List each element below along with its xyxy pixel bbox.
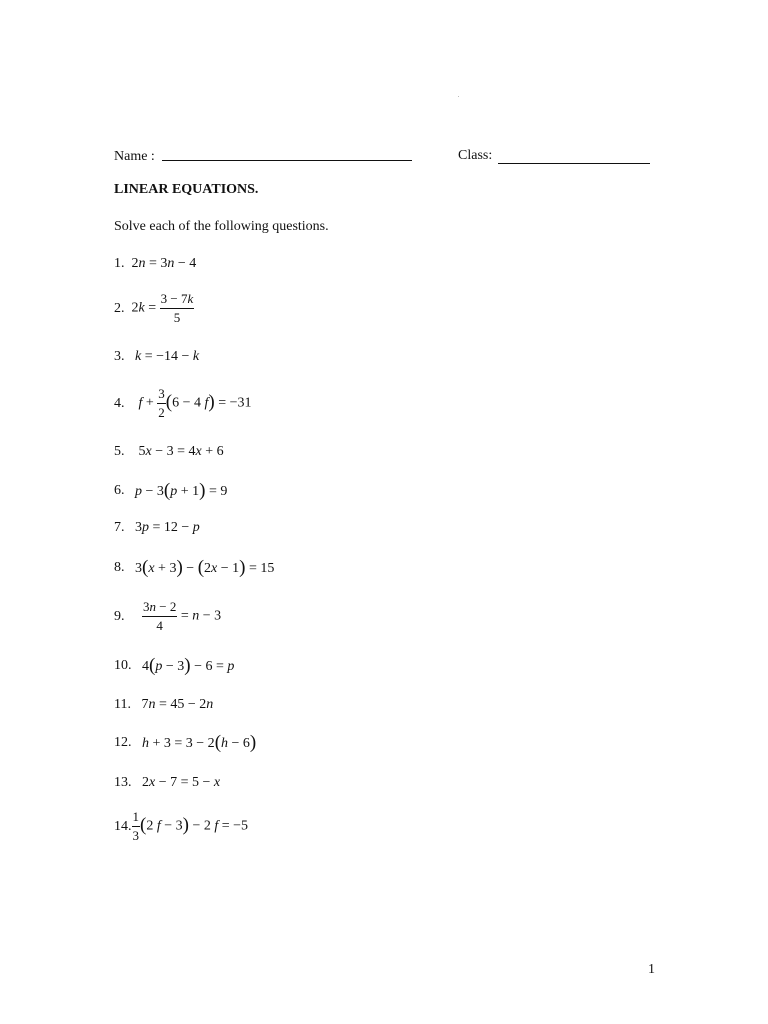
fraction: $\frac{1}{3}$ xyxy=(132,809,139,843)
question-11 xyxy=(114,697,213,713)
question-3 xyxy=(114,349,199,365)
equation: 2x − 7 = 5 − x xyxy=(135,775,221,790)
page-number: 1 xyxy=(648,962,655,977)
class-field[interactable] xyxy=(498,151,650,164)
question-7 xyxy=(114,520,200,536)
equation: $\frac{3n - 2}{4}$ = n − 3 xyxy=(143,599,222,633)
question-9 xyxy=(114,599,221,634)
class-label: Class: xyxy=(458,148,493,163)
question-number: 12. xyxy=(114,734,132,750)
equation: h + 3 = 3 − 2(h − 6) xyxy=(142,732,257,753)
question-number: 5. xyxy=(114,444,125,460)
question-number: 7. xyxy=(114,520,125,536)
question-number: 13. xyxy=(114,775,132,791)
question-number: 1. xyxy=(114,256,125,272)
equation: f + $\frac{3}{2}$ (6 − 4 f) = −31 xyxy=(138,386,252,420)
question-5 xyxy=(114,444,224,460)
question-6 xyxy=(114,481,227,500)
fraction: $\frac{3}{2}$ xyxy=(158,386,165,420)
equation: 5x − 3 = 4x + 6 xyxy=(128,444,224,459)
equation: 3p = 12 − p xyxy=(128,520,200,535)
name-class-row xyxy=(114,148,493,165)
question-1 xyxy=(114,256,196,272)
question-12 xyxy=(114,733,256,752)
question-number: 3. xyxy=(114,349,125,365)
equation: p − 3(p + 1) = 9 xyxy=(135,480,228,501)
equation: 3(x + 3) − (2x − 1) = 15 xyxy=(128,557,275,578)
question-number: 2. xyxy=(114,300,125,316)
question-number: 6. xyxy=(114,482,125,498)
top-mark xyxy=(458,96,459,97)
fraction: $\frac{3n - 2}{4}$ xyxy=(143,599,177,633)
equation: 4(p − 3) − 6 = p xyxy=(135,655,235,676)
question-number: 14. xyxy=(114,818,132,834)
equation: $\frac{1}{3}$ (2 f − 3) − 2 f = −5 xyxy=(132,809,249,843)
question-number: 9. xyxy=(114,608,125,624)
worksheet-title: LINEAR EQUATIONS. xyxy=(114,182,259,197)
question-13 xyxy=(114,775,220,791)
question-number: 8. xyxy=(114,559,125,575)
question-number: 4. xyxy=(114,395,125,411)
name-field[interactable] xyxy=(162,148,412,161)
question-8 xyxy=(114,558,274,577)
question-number: 10. xyxy=(114,657,132,673)
equation: 2k = $\frac{3 - 7k}{5}$ xyxy=(128,291,194,325)
equation: k = −14 − k xyxy=(135,349,200,364)
name-label: Name : xyxy=(114,149,155,164)
equation: 7n = 45 − 2n xyxy=(134,697,214,712)
question-10 xyxy=(114,656,234,675)
question-number: 11. xyxy=(114,697,131,713)
question-4 xyxy=(114,386,252,421)
instruction: Solve each of the following questions. xyxy=(114,219,329,234)
question-14 xyxy=(114,809,248,844)
question-2 xyxy=(114,291,194,326)
equation: 2n = 3n − 4 xyxy=(128,256,197,271)
fraction: $\frac{3 - 7k}{5}$ xyxy=(160,291,194,325)
